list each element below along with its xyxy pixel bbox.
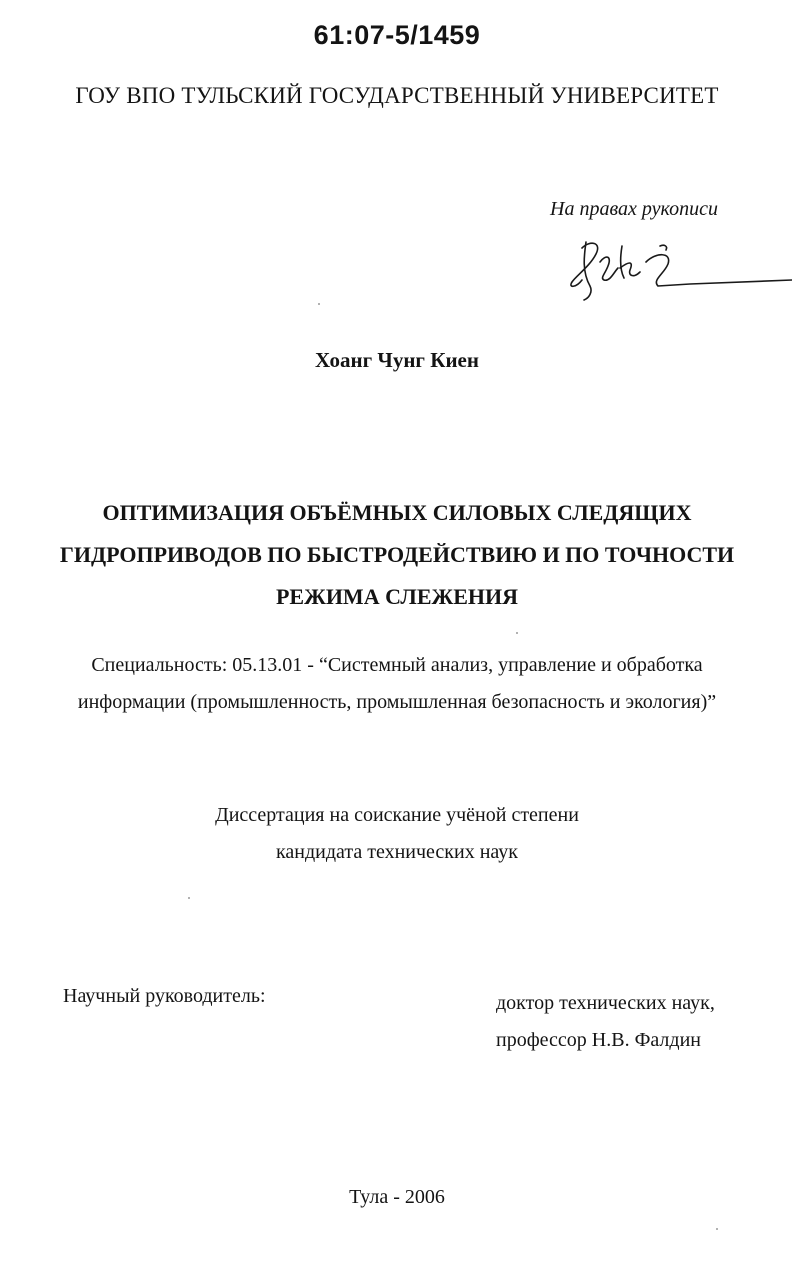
dissertation-title: [0, 492, 794, 618]
archive-number: 61:07-5/1459: [313, 20, 481, 50]
signature-image: [560, 232, 792, 304]
title-line: РЕЖИМА СЛЕЖЕНИЯ: [275, 584, 519, 609]
specialty-line: информации (промышленность, промышленная безопасность и экология)”: [77, 691, 717, 713]
specialty-line: Специальность: 05.13.01 - “Системный анализ, управление и обработка: [91, 654, 703, 676]
title-line: ОПТИМИЗАЦИЯ ОБЪЁМНЫХ СИЛОВЫХ СЛЕДЯЩИХ: [102, 500, 692, 525]
scan-speck: [516, 632, 518, 634]
scan-speck: [318, 303, 320, 305]
supervisor-label: Научный руководитель:: [63, 985, 266, 1007]
degree-line: Диссертация на соискание учёной степени: [215, 804, 579, 826]
degree-line: кандидата технических наук: [275, 841, 519, 863]
university-name: ГОУ ВПО ТУЛЬСКИЙ ГОСУДАРСТВЕННЫЙ УНИВЕРСИТЕТ: [75, 83, 719, 108]
scan-speck: [716, 1228, 718, 1230]
supervisor-info: [496, 985, 715, 1059]
manuscript-rights-note: На правах рукописи: [550, 198, 718, 220]
place-and-year: Тула - 2006: [349, 1186, 445, 1208]
degree-statement: [0, 797, 794, 871]
title-line: ГИДРОПРИВОДОВ ПО БЫСТРОДЕЙСТВИЮ И ПО ТОЧНОСТИ: [59, 542, 735, 567]
scan-speck: [188, 897, 190, 899]
author-name: Хоанг Чунг Киен: [315, 348, 479, 372]
supervisor-name: профессор Н.В. Фалдин: [496, 1029, 701, 1051]
supervisor-degree: доктор технических наук,: [496, 992, 715, 1014]
specialty-text: [60, 647, 734, 721]
